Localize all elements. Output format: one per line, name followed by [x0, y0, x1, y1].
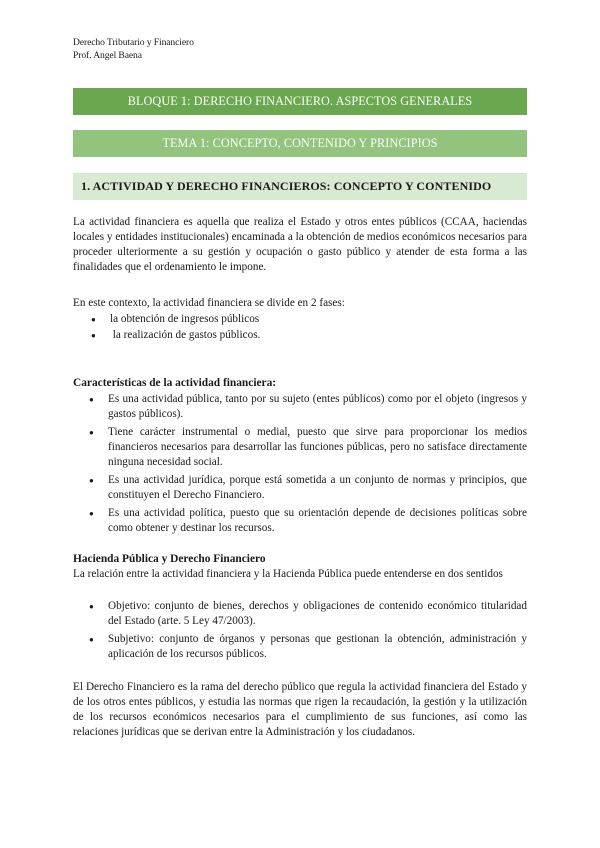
list-item-text: Tiene carácter instrumental o medial, puesto que sirve para proporcionar los medios financieros necesarios para desarrollar las funciones públicas, pero no satisface directamente ninguna necesidad social.	[108, 426, 527, 468]
bullet-icon: ●	[89, 602, 94, 611]
list-item-text: Es una actividad pública, tanto por su sujeto (entes públicos) como por el objeto (ingresos y gastos públicos).	[108, 393, 527, 420]
derecho-financiero-paragraph: El Derecho Financiero es la rama del derecho público que regula la actividad financiera del Estado y de los otros entes públicos, y estudia las normas que rigen la recaudación, la gestión y la utilización de los recursos económicos necesarios para el cumplimiento de sus funciones, así como las relaciones jurídicas que se derivan entre la Administración y los ciudadanos.	[73, 681, 527, 738]
bloque-title-band	[73, 88, 527, 115]
section-title-band	[73, 173, 527, 200]
list-item-text: la realización de gastos públicos.	[110, 329, 261, 341]
caracteristicas-heading: Características de la actividad financiera:	[73, 377, 277, 389]
caracteristicas-list	[89, 392, 527, 539]
fases-list	[91, 312, 490, 344]
context-paragraph: En este contexto, la actividad financiera se divide en 2 fases:	[73, 297, 345, 309]
bullet-icon: ●	[89, 395, 94, 404]
bullet-icon: ●	[89, 428, 94, 437]
list-item	[89, 473, 527, 503]
list-item-text: Es una actividad política, puesto que su orientación depende de decisiones políticas sobre como obtener y destinar los recursos.	[108, 507, 527, 534]
list-item-text: Objetivo: conjunto de bienes, derechos y obligaciones de contenido económico titularidad del Estado (arte. 5 Ley 47/2003).	[108, 600, 527, 627]
intro-paragraph: La actividad financiera es aquella que realiza el Estado y otros entes públicos (CCAA, haciendas locales y entidades institucionales) encaminada a la obtención de medios económicos necesarios para proceder ulteriormente a su gestión y ocupación o gasto público y atender de esta forma a las finalidades que el ordenamiento le impone.	[73, 216, 527, 273]
list-item-text: Subjetivo: conjunto de órganos y personas que gestionan la obtención, administración y aplicación de los recursos públicos.	[108, 633, 527, 660]
list-item	[91, 328, 490, 343]
hacienda-heading: Hacienda Pública y Derecho Financiero	[73, 553, 266, 565]
sentidos-list	[89, 599, 527, 665]
list-item	[91, 312, 490, 327]
bloque-title: BLOQUE 1: DERECHO FINANCIERO. ASPECTOS GENERALES	[127, 94, 473, 108]
header-course: Derecho Tributario y Financiero	[73, 37, 194, 48]
section-title: 1. ACTIVIDAD Y DERECHO FINANCIEROS: CONCEPTO Y CONTENIDO	[81, 179, 492, 193]
list-item	[89, 392, 527, 422]
bullet-icon: ●	[89, 635, 94, 644]
bullet-icon: ●	[89, 476, 94, 485]
tema-title: TEMA 1: CONCEPTO, CONTENIDO Y PRINCIPIOS	[162, 136, 438, 150]
list-item	[89, 632, 527, 662]
bullet-icon: ●	[89, 509, 94, 518]
bullet-icon: ●	[91, 331, 96, 340]
bullet-icon: ●	[91, 315, 96, 324]
list-item-text: Es una actividad jurídica, porque está sometida a un conjunto de normas y principios, que constituyen el Derecho Financiero.	[108, 474, 527, 501]
tema-title-band	[73, 130, 527, 157]
header-professor: Prof. Angel Baena	[73, 50, 142, 61]
list-item	[89, 425, 527, 470]
list-item	[89, 599, 527, 629]
list-item	[89, 506, 527, 536]
relacion-paragraph: La relación entre la actividad financiera y la Hacienda Pública puede entenderse en dos sentidos	[73, 568, 503, 580]
list-item-text: la obtención de ingresos públicos	[110, 313, 260, 325]
